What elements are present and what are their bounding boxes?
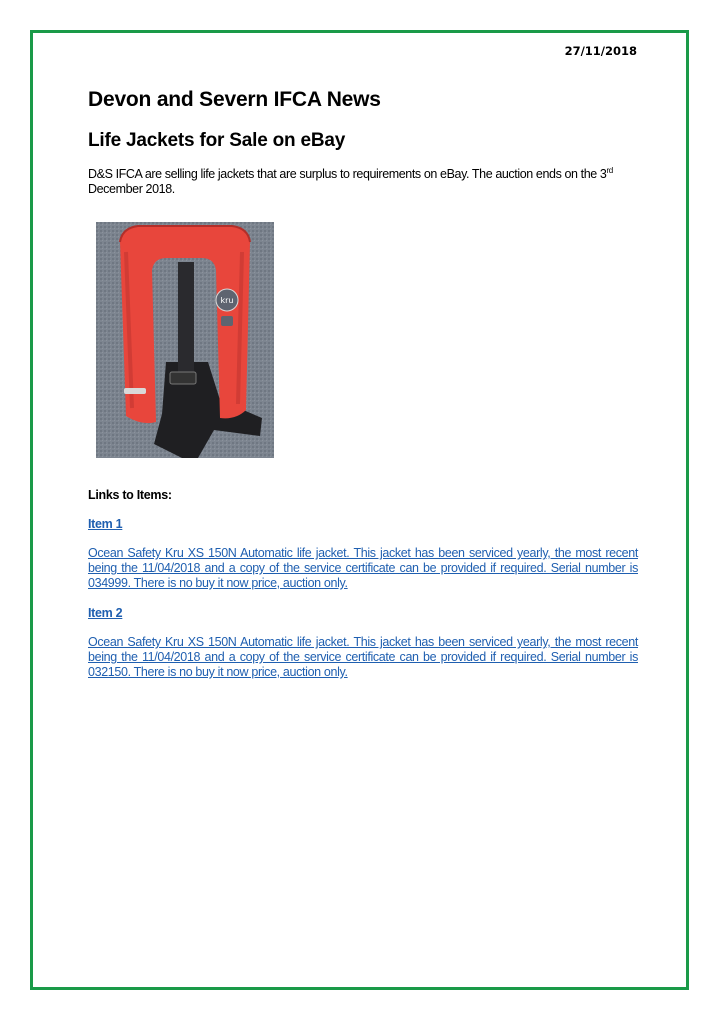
- intro-superscript: rd: [606, 165, 613, 175]
- intro-text: D&S IFCA are selling life jackets that are surplus to requirements on eBay. The auction ends on the 3: [88, 167, 607, 181]
- links-heading: Links to Items:: [88, 488, 172, 502]
- article: [88, 88, 638, 680]
- intro-text-end: December 2018.: [88, 182, 175, 196]
- item-2-link[interactable]: Item 2: [88, 606, 123, 620]
- life-jacket-photo: [96, 222, 274, 458]
- jacket-label: [124, 388, 146, 394]
- intro-paragraph: [88, 167, 638, 197]
- item-1-description-link[interactable]: Ocean Safety Kru XS 150N Automatic life jacket. This jacket has been serviced yearly, the most recent being the 11/04/2018 and a copy of the service certificate can be provided if required. Serial number is 034999. There is no buy it now price, auction only.: [88, 546, 638, 590]
- article-heading: Life Jackets for Sale on eBay: [88, 130, 346, 151]
- item-1-link[interactable]: Item 1: [88, 517, 123, 531]
- buckle: [170, 372, 196, 384]
- size-tag: [221, 316, 233, 326]
- item-2-description-link[interactable]: Ocean Safety Kru XS 150N Automatic life jacket. This jacket has been serviced yearly, the most recent being the 11/04/2018 and a copy of the service certificate can be provided if required. Serial number is 032150. There is no buy it now price, auction only.: [88, 635, 638, 679]
- document-date: 27/11/2018: [564, 44, 637, 58]
- news-title: Devon and Severn IFCA News: [88, 88, 381, 111]
- brand-patch-label: kru: [220, 296, 234, 305]
- back-strap: [178, 262, 194, 372]
